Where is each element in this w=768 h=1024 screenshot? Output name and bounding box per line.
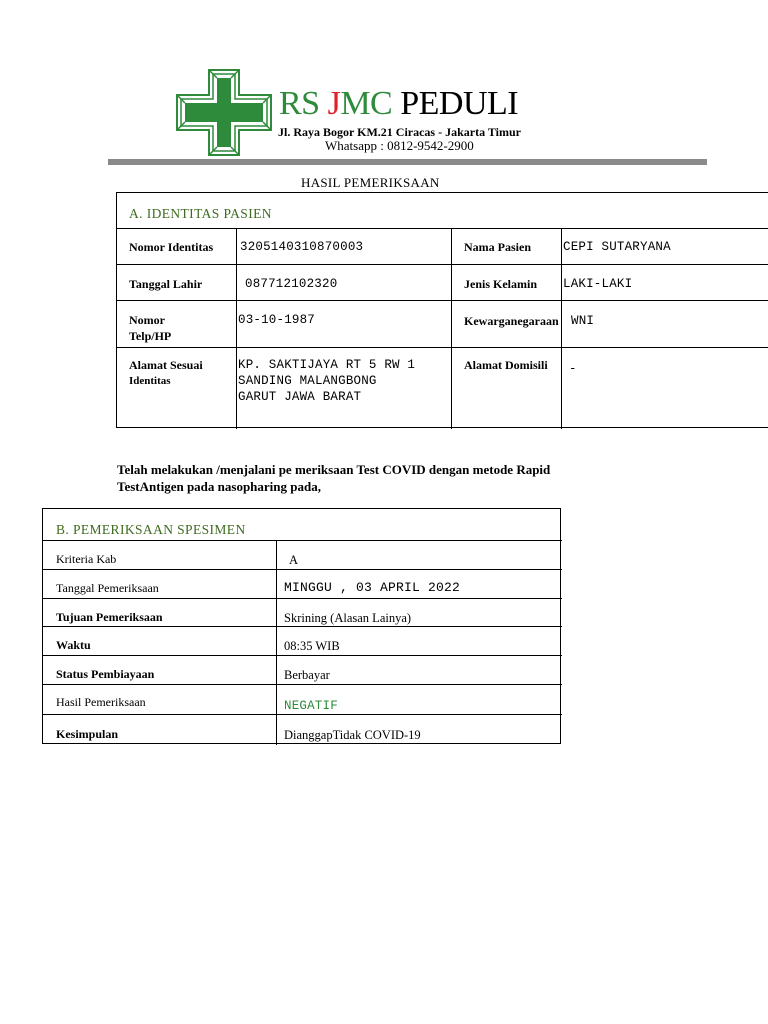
nomor-telp-value: 03-10-1987 — [238, 313, 316, 327]
nomor-telp-label-1: Nomor — [129, 313, 165, 327]
kesimpulan-label: Kesimpulan — [56, 727, 119, 741]
status-pembiayaan-label: Status Pembiayaan — [56, 667, 155, 681]
status-pembiayaan-value: Berbayar — [284, 668, 330, 682]
tujuan-pemeriksaan-label: Tujuan Pemeriksaan — [56, 610, 163, 624]
jenis-kelamin-label: Jenis Kelamin — [464, 277, 538, 291]
kewarganegaraan-value: WNI — [571, 314, 595, 328]
nomor-identitas-label: Nomor Identitas — [129, 240, 214, 254]
green-cross-icon — [176, 69, 272, 156]
waktu-value: 08:35 WIB — [284, 639, 340, 653]
kewarganegaraan-label: Kewarganegaraan — [464, 314, 559, 328]
section-a-title: A. IDENTITAS PASIEN — [129, 206, 272, 221]
domisili-value: - — [569, 362, 577, 376]
alamat-value-line3: GARUT JAWA BARAT — [238, 390, 362, 404]
alamat-label-2: Identitas — [129, 375, 171, 387]
brand-rs: RS — [279, 85, 320, 122]
statement-line-2: TestAntigen pada nasopharing pada, — [117, 479, 321, 494]
nomor-identitas-value: 3205140310870003 — [240, 240, 364, 254]
patient-identity-table — [116, 192, 768, 428]
alamat-label-1: Alamat Sesuai — [129, 358, 203, 372]
nomor-telp-label-2: Telp/HP — [129, 329, 172, 343]
hospital-address: Jl. Raya Bogor KM.21 Ciracas - Jakarta Timur — [278, 125, 521, 139]
hasil-pemeriksaan-label: Hasil Pemeriksaan — [56, 695, 146, 709]
brand-peduli: PEDULI — [400, 85, 519, 122]
tujuan-pemeriksaan-value: Skrining (Alasan Lainya) — [284, 611, 412, 625]
kesimpulan-value: DianggapTidak COVID-19 — [284, 728, 421, 742]
hasil-pemeriksaan-value: NEGATIF — [284, 699, 338, 713]
hospital-name — [279, 84, 518, 124]
tanggal-pemeriksaan-label: Tanggal Pemeriksaan — [56, 581, 159, 595]
kriteria-kab-value: A — [289, 553, 299, 567]
jenis-kelamin-value: LAKI-LAKI — [563, 277, 633, 291]
tanggal-pemeriksaan-value: MINGGU , 03 APRIL 2022 — [284, 580, 461, 595]
nama-pasien-label: Nama Pasien — [464, 240, 531, 254]
test-statement — [117, 461, 677, 495]
hospital-whatsapp: Whatsapp : 0812-9542-2900 — [325, 138, 474, 153]
kriteria-kab-label: Kriteria Kab — [56, 552, 117, 566]
tanggal-lahir-value: 087712102320 — [245, 277, 338, 291]
tanggal-lahir-label: Tanggal Lahir — [129, 277, 203, 291]
brand-mc: MC — [340, 85, 393, 122]
document-title: HASIL PEMERIKSAAN — [301, 175, 440, 190]
alamat-value-line1: KP. SAKTIJAYA RT 5 RW 1 — [238, 358, 416, 372]
specimen-table — [42, 508, 561, 744]
brand-j: J — [327, 85, 341, 122]
nama-pasien-value: CEPI SUTARYANA — [563, 240, 671, 254]
statement-line-1: Telah melakukan /menjalani pe meriksaan Test COVID dengan metode Rapid — [117, 462, 551, 477]
waktu-label: Waktu — [56, 638, 91, 652]
section-b-title: B. PEMERIKSAAN SPESIMEN — [56, 522, 246, 537]
domisili-label: Alamat Domisili — [464, 358, 548, 372]
alamat-value-line2: SANDING MALANGBONG — [238, 374, 377, 388]
header-divider — [108, 159, 707, 165]
